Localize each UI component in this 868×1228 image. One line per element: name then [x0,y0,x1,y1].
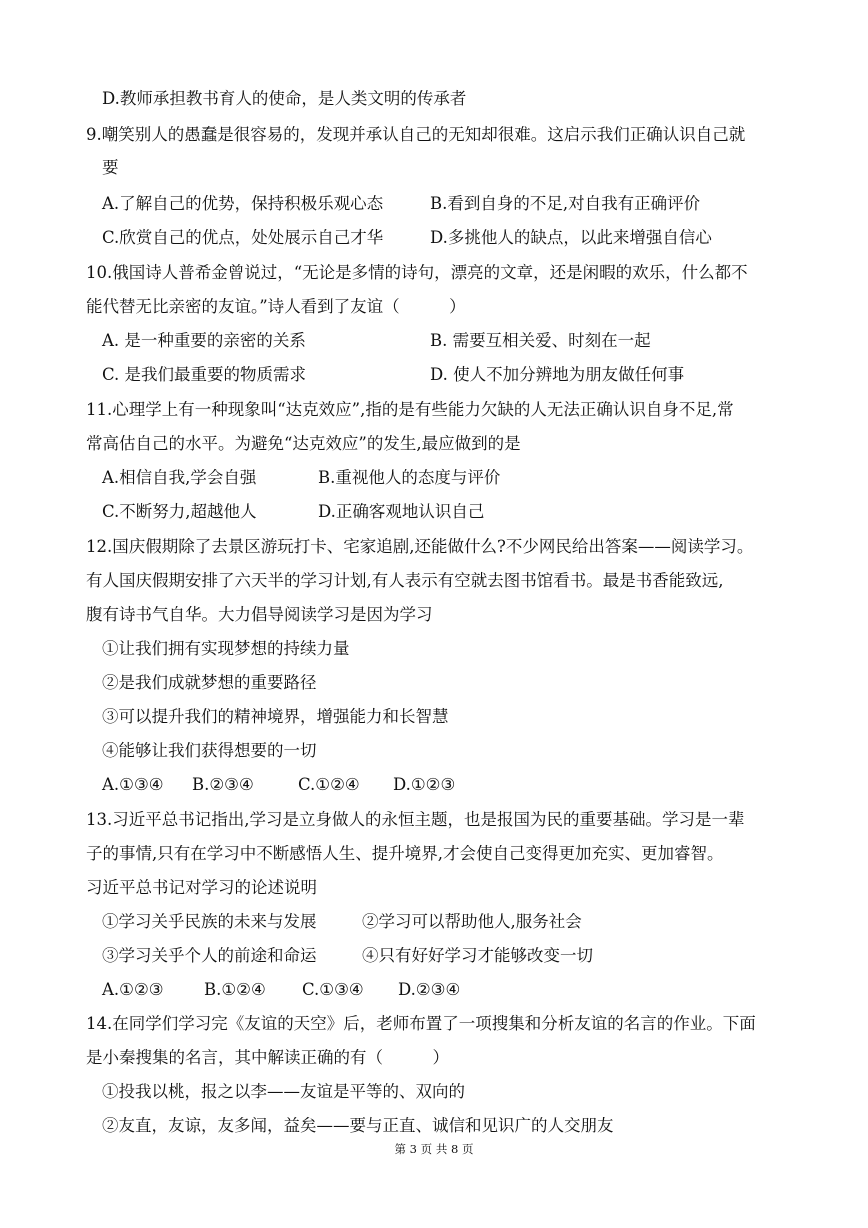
q12-statement-1: ①让我们拥有实现梦想的持续力量 [102,639,350,658]
q10-option-a: A. 是一种重要的亲密的关系 [102,331,306,350]
q11-option-d: D.正确客观地认识自己 [318,502,485,521]
q13-stem-line2: 子的事情,只有在学习中不断感悟人生、提升境界,才会使自己变得更加充实、更加睿智。 [86,844,724,863]
q13-statement-2: ②学习可以帮助他人,服务社会 [362,912,582,931]
q9-option-c: C.欣赏自己的优点，处处展示自己才华 [102,228,384,247]
q12-option-a: A.①③④ [102,775,164,794]
page-footer: 第 3 页 共 8 页 [394,1142,474,1156]
q11-option-a: A.相信自我,学会自强 [102,468,257,487]
q12-stem-line1: 12.国庆假期除了去景区游玩打卡、宅家追剧,还能做什么?不少网民给出答案——阅读学习。 [86,537,754,556]
q12-statement-2: ②是我们成就梦想的重要路径 [102,673,317,692]
q10-stem-line2: 能代替无比亲密的友谊。”诗人看到了友谊（ ） [86,297,466,316]
q9-stem-line1: 9.嘲笑别人的愚蠢是很容易的，发现并承认自己的无知却很难。这启示我们正确认识自己就 [86,125,746,144]
q13-statement-3: ③学习关乎个人的前途和命运 [102,946,317,965]
q11-stem-line1: 11.心理学上有一种现象叫“达克效应”,指的是有些能力欠缺的人无法正确认识自身不足,常 [86,400,734,419]
q10-option-b: B. 需要互相关爱、时刻在一起 [430,331,651,350]
q11-option-c: C.不断努力,超越他人 [102,502,257,521]
q12-option-d: D.①②③ [393,775,456,794]
q10-option-c: C. 是我们最重要的物质需求 [102,365,307,384]
q13-stem-line3: 习近平总书记对学习的论述说明 [86,878,317,897]
q12-stem-line3: 腹有诗书气自华。大力倡导阅读学习是因为学习 [86,605,433,624]
q12-option-b: B.②③④ [192,775,254,794]
q11-stem-line2: 常高估自己的水平。为避免“达克效应”的发生,最应做到的是 [86,434,521,453]
q13-option-c: C.①③④ [302,980,364,999]
q13-statement-4: ④只有好好学习才能够改变一切 [362,946,593,965]
q9-option-d: D.多挑他人的缺点，以此来增强自信心 [430,228,712,247]
q8-option-d: D.教师承担教书育人的使命，是人类文明的传承者 [102,89,467,108]
q9-stem-line2: 要 [102,158,119,177]
q10-option-d: D. 使人不加分辨地为朋友做任何事 [430,365,685,384]
q13-stem-line1: 13.习近平总书记指出,学习是立身做人的永恒主题，也是报国为民的重要基础。学习是一辈 [86,810,745,829]
q12-stem-line2: 有人国庆假期安排了六天半的学习计划,有人表示有空就去图书馆看书。最是书香能致远, [86,571,724,590]
q13-option-b: B.①②④ [204,980,266,999]
q14-statement-1: ①投我以桃，报之以李——友谊是平等的、双向的 [102,1082,465,1101]
q9-option-b: B.看到自身的不足,对自我有正确评价 [430,194,701,213]
q12-statement-4: ④能够让我们获得想要的一切 [102,741,317,760]
q14-stem-line2: 是小秦搜集的名言，其中解读正确的有（ ） [86,1048,449,1067]
q10-stem-line1: 10.俄国诗人普希金曾说过，“无论是多情的诗句，漂亮的文章，还是闲暇的欢乐，什么都不 [86,263,748,282]
q14-statement-2: ②友直，友谅，友多闻，益矣——要与正直、诚信和见识广的人交朋友 [102,1116,614,1135]
q12-option-c: C.①②④ [298,775,360,794]
q13-statement-1: ①学习关乎民族的未来与发展 [102,912,317,931]
q12-statement-3: ③可以提升我们的精神境界，增强能力和长智慧 [102,707,449,726]
q14-stem-line1: 14.在同学们学习完《友谊的天空》后，老师布置了一项搜集和分析友谊的名言的作业。下面 [86,1014,756,1033]
q9-option-a: A.了解自己的优势，保持积极乐观心态 [102,194,384,213]
q13-option-a: A.①②③ [102,980,164,999]
q13-option-d: D.②③④ [398,980,461,999]
q11-option-b: B.重视他人的态度与评价 [318,468,501,487]
